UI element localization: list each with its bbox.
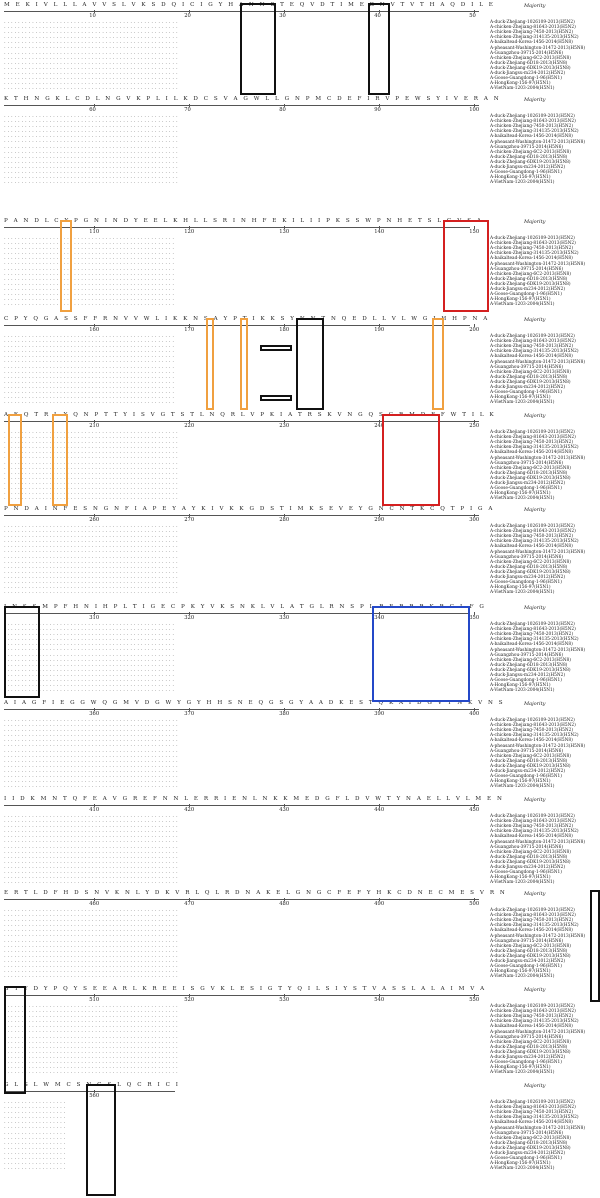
strain-label: A-duck-Zhejiang-6D18-2013(H5N8) — [490, 758, 568, 764]
strain-label: A-duck-Zhejiang-1026109-2013(H5N2) — [490, 1004, 575, 1009]
strain-label: A-HongKong-156-97(H5N1) — [490, 585, 551, 591]
strain-label: A-Goose-Guangdong-1-96(H5N1) — [490, 580, 562, 586]
highlight-box — [4, 986, 26, 1094]
position-number: 190 — [374, 327, 385, 333]
strain-label: A-duck-Jiangsu-m234-2012(H5N2) — [490, 865, 566, 870]
consensus-sequence: K T H N G K L C D L N G V K P L I L K D C S V A G W L L G N P M C D E F I R V P E W S Y I V E R A N — [4, 96, 501, 102]
strain-label: A-duck-Zhejiang-1026109-2013(H5N2) — [490, 20, 575, 25]
strain-label: A-pheasant-Washington-31472-2013(H5N8) — [490, 261, 586, 267]
strain-label: A-VietNam-1203-2004(H5N1) — [490, 784, 555, 790]
alignment-block — [0, 604, 600, 696]
strain-label: A-duck-Jiangsu-m234-2012(H5N2) — [490, 71, 566, 76]
strain-label: A-pheasant-Washington-31472-2013(H5N8) — [490, 549, 586, 555]
strain-label: A-chicken-Zhejiang-314135-2013(H5N2) — [490, 733, 579, 739]
highlight-box — [590, 890, 600, 1002]
strain-label: A-duck-Zhejiang-6DK19-2013(H5N8) — [490, 569, 571, 575]
consensus-sequence: A I A G F I E G G W Q G M V D G W Y G Y H H S N E Q G S G Y A A D K E S T Q K A I D G V T N K V N S — [4, 700, 505, 706]
strain-label: A-VietNam-1203-2004(H5N1) — [490, 880, 555, 886]
strain-label: A-chicken-Zhejiang-81643-2013(H5N2) — [490, 723, 576, 729]
position-number: 380 — [279, 711, 290, 717]
position-number: 420 — [184, 807, 195, 813]
strain-label: A-baikaltead-Korea-1456-2014(H5N8) — [490, 134, 573, 140]
highlight-box — [443, 220, 489, 312]
highlight-box — [372, 606, 470, 702]
position-number: 280 — [279, 517, 290, 523]
strain-label: A-pheasant-Washington-31472-2013(H5N8) — [490, 1029, 586, 1035]
strain-label: A-duck-Zhejiang-1026109-2013(H5N2) — [490, 430, 575, 435]
alignment-block — [0, 700, 600, 792]
position-number: 520 — [184, 997, 195, 1003]
strain-label: A-chicken-Zhejiang-81643-2013(H5N2) — [490, 435, 576, 441]
strain-label: A-pheasant-Washington-31472-2013(H5N8) — [490, 45, 586, 51]
strain-label: A-chicken-Zhejiang-7450-2013(H5N2) — [490, 1014, 574, 1020]
strain-label: A-chicken-Zhejiang-81643-2013(H5N2) — [490, 25, 576, 31]
strain-label: A-Guangzhou-39715-2014(H5N6) — [490, 938, 564, 944]
position-number: 210 — [89, 423, 100, 429]
highlight-box — [432, 318, 444, 410]
consensus-sequence: C P Y Q G A S S F F R N V V W L I K K N S A Y P T I K K S Y N N T N Q E D L L V L W G I H H P N A — [4, 316, 490, 322]
position-number: 530 — [279, 997, 290, 1003]
strain-label: A-duck-Zhejiang-1026109-2013(H5N2) — [490, 908, 575, 913]
consensus-sequence: E R T L D F H D S N V K N L Y D K V R L Q L R D N A K E L G N G C F E F Y H K C D N E C M E S V R N — [4, 890, 507, 896]
strain-label: A-pheasant-Washington-31472-2013(H5N8) — [490, 647, 586, 653]
strain-label: A-duck-Zhejiang-6DK19-2013(H5N8) — [490, 475, 571, 481]
position-number: 100 — [469, 107, 480, 113]
highlight-box — [4, 606, 40, 698]
highlight-box — [52, 414, 68, 506]
position-number: 500 — [469, 901, 480, 907]
consensus-sequence: P A N D L C Y P G N I N D Y E E L K H L L S R I N H F E K I L I I P K S S W P N H E T S L G V S A — [4, 218, 483, 224]
position-number: 50 — [469, 13, 476, 19]
strain-label: A-Guangzhou-39715-2014(H5N6) — [490, 460, 564, 466]
strain-label: A-chicken-Zhejiang-314135-2013(H5N2) — [490, 349, 579, 355]
identity-dots: .................................................. .................................................. .................................................. .................................................. .................................................. .................................................. .................................................. .................................................. .................................................. .................................................. .................................................. .................................................. .................................................. .................................................. — [4, 907, 180, 980]
strain-label: A-chicken-Zhejiang-6C2-2013(H5N8) — [490, 369, 571, 375]
position-number: 240 — [374, 423, 385, 429]
position-ruler — [4, 995, 479, 996]
identity-dots: .................................................. .................................................. .................................................. .................................................. .................................................. .................................................. .................................................. .................................................. .................................................. .................................................. .................................................. .................................................. .................................................. .................................................. — [4, 813, 180, 886]
highlight-box — [60, 220, 72, 312]
identity-dots: ................................................. ................................................. ................................................. ................................................. ................................................. ................................................. ................................................. ................................................. ................................................. ................................................. ................................................. ................................................. ................................................. ................................................. — [4, 235, 176, 308]
strain-label: A-chicken-Zhejiang-81643-2013(H5N2) — [490, 241, 576, 247]
position-number: 20 — [184, 13, 191, 19]
position-number: 550 — [469, 997, 480, 1003]
strain-label: A-pheasant-Washington-31472-2013(H5N8) — [490, 839, 586, 845]
highlight-box — [296, 318, 324, 410]
strain-label: A-HongKong-156-97(H5N1) — [490, 969, 551, 975]
strain-label: A-chicken-Zhejiang-6C2-2013(H5N8) — [490, 753, 571, 759]
strain-label: A-Goose-Guangdong-1-96(H5N1) — [490, 870, 562, 876]
position-ruler — [4, 709, 479, 710]
position-number: 460 — [89, 901, 100, 907]
position-number: 90 — [374, 107, 381, 113]
strain-label: A-Goose-Guangdong-1-96(H5N1) — [490, 292, 562, 298]
position-number: 490 — [374, 901, 385, 907]
strain-label: A-pheasant-Washington-31472-2013(H5N8) — [490, 455, 586, 461]
strain-label: A-HongKong-156-97(H5N1) — [490, 81, 551, 87]
strain-label: A-chicken-Zhejiang-314135-2013(H5N2) — [490, 445, 579, 451]
strain-label: A-chicken-Zhejiang-6C2-2013(H5N8) — [490, 465, 571, 471]
strain-label: A-duck-Jiangsu-m234-2012(H5N2) — [490, 1055, 566, 1060]
position-ruler — [4, 805, 479, 806]
strain-label: A-duck-Zhejiang-6D18-2013(H5N8) — [490, 60, 568, 66]
strain-label: A-chicken-Zhejiang-7450-2013(H5N2) — [490, 124, 574, 130]
strain-label: A-duck-Zhejiang-6D18-2013(H5N8) — [490, 470, 568, 476]
strain-label: A-VietNam-1203-2004(H5N1) — [490, 1070, 555, 1076]
identity-dots: .................. .................. .................. .................. .................. .................. .................. .................. .................. .................. .................. .................. .................. .................. — [4, 1099, 68, 1172]
position-number: 150 — [469, 229, 480, 235]
strain-label: A-duck-Zhejiang-6DK19-2013(H5N8) — [490, 1049, 571, 1055]
strain-label: A-Guangzhou-39715-2014(H5N6) — [490, 652, 564, 658]
position-number: 230 — [279, 423, 290, 429]
strain-label: A-chicken-Zhejiang-7450-2013(H5N2) — [490, 824, 574, 830]
strain-label: A-HongKong-156-97(H5N1) — [490, 1065, 551, 1071]
position-ruler — [4, 325, 470, 326]
consensus-sequence: M E K I V L L L A V V S L V K S D Q I C I G Y H A N N S T E Q V D T I M E K N V T V T H A Q D I L E — [4, 2, 495, 8]
strain-label: A-duck-Zhejiang-6D18-2013(H5N8) — [490, 276, 568, 282]
consensus-sequence: A E Q T R L Y Q N P T T Y I S V G T S T L N Q R L V P K I A T R S K V N G Q S G R M D F F W T I L K — [4, 412, 496, 418]
strain-label: A-Goose-Guangdong-1-96(H5N1) — [490, 76, 562, 82]
strain-label: A-chicken-Zhejiang-314135-2013(H5N2) — [490, 251, 579, 257]
strain-label: A-HongKong-156-97(H5N1) — [490, 779, 551, 785]
strain-label: A-chicken-Zhejiang-6C2-2013(H5N8) — [490, 943, 571, 949]
strain-label: A-baikaltead-Korea-1456-2014(H5N8) — [490, 544, 573, 550]
position-number: 140 — [374, 229, 385, 235]
position-ruler — [4, 227, 470, 228]
alignment-block — [0, 96, 600, 188]
position-number: 340 — [374, 615, 385, 621]
position-number: 110 — [89, 229, 100, 235]
highlight-box — [260, 395, 292, 401]
strain-label: A-HongKong-156-97(H5N1) — [490, 1161, 551, 1167]
position-number: 430 — [279, 807, 290, 813]
strain-label: A-chicken-Zhejiang-6C2-2013(H5N8) — [490, 55, 571, 61]
strain-label: A-duck-Zhejiang-6DK19-2013(H5N8) — [490, 667, 571, 673]
strain-label: A-VietNam-1203-2004(H5N1) — [490, 688, 555, 694]
strain-label: A-Goose-Guangdong-1-96(H5N1) — [490, 678, 562, 684]
strain-label: A-chicken-Zhejiang-314135-2013(H5N2) — [490, 1115, 579, 1121]
consensus-sequence: G L S L W M C S N G S L Q C R I C I — [4, 1082, 180, 1088]
strain-label: A-duck-Zhejiang-1026109-2013(H5N2) — [490, 236, 575, 241]
strain-label: A-pheasant-Washington-31472-2013(H5N8) — [490, 359, 586, 365]
strain-label: A-VietNam-1203-2004(H5N1) — [490, 974, 555, 980]
identity-dots: .................................................. .................................................. .................................................. .................................................. .................................................. .................................................. .................................................. .................................................. .................................................. .................................................. .................................................. .................................................. .................................................. .................................................. — [4, 113, 180, 186]
position-number: 180 — [279, 327, 290, 333]
consensus-sequence: G T Y D Y P Q Y S E E A R L K R E E I S G V K L E S I G T Y Q I L S I Y S T V A S S L A L A I M V A — [4, 986, 487, 992]
strain-label: A-duck-Jiangsu-m234-2012(H5N2) — [490, 575, 566, 580]
strain-label: A-chicken-Zhejiang-314135-2013(H5N2) — [490, 923, 579, 929]
majority-label: Majority — [524, 97, 546, 103]
position-number: 450 — [469, 807, 480, 813]
consensus-sequence: I I D K M N T Q F E A V G R E F N N L E R R I E N L N K K M E D G F L D V W T Y N A E L L V L M E N — [4, 796, 504, 802]
strain-label: A-duck-Zhejiang-6D18-2013(H5N8) — [490, 1044, 568, 1050]
position-number: 290 — [374, 517, 385, 523]
strain-label: A-chicken-Zhejiang-6C2-2013(H5N8) — [490, 849, 571, 855]
alignment-block — [0, 218, 600, 310]
strain-label: A-duck-Jiangsu-m234-2012(H5N2) — [490, 165, 566, 170]
strain-label: A-baikaltead-Korea-1456-2014(H5N8) — [490, 256, 573, 262]
position-number: 410 — [89, 807, 100, 813]
strain-label: A-pheasant-Washington-31472-2013(H5N8) — [490, 139, 586, 145]
strain-label: A-chicken-Zhejiang-81643-2013(H5N2) — [490, 819, 576, 825]
identity-dots: ................................................. ................................................. ................................................. ................................................. ................................................. ................................................. ................................................. ................................................. ................................................. ................................................. ................................................. ................................................. ................................................. ................................................. — [4, 621, 176, 694]
strain-label: A-Guangzhou-39715-2014(H5N6) — [490, 1130, 564, 1136]
consensus-sequence: I N S S M P F H N I H P L T I G E C P K Y V K S N K L V L A T G L R N S P L R E R R R K R G L F G — [4, 604, 486, 610]
strain-label: A-chicken-Zhejiang-7450-2013(H5N2) — [490, 1110, 574, 1116]
strain-label: A-chicken-Zhejiang-81643-2013(H5N2) — [490, 339, 576, 345]
highlight-box — [8, 414, 22, 506]
majority-label: Majority — [524, 413, 546, 419]
identity-dots: .................................................. .................................................. .................................................. .................................................. .................................................. .................................................. .................................................. .................................................. .................................................. .................................................. .................................................. .................................................. .................................................. .................................................. — [4, 429, 180, 502]
strain-label: A-HongKong-156-97(H5N1) — [490, 491, 551, 497]
highlight-box — [382, 414, 440, 506]
position-number: 160 — [89, 327, 100, 333]
strain-label: A-baikaltead-Korea-1456-2014(H5N8) — [490, 738, 573, 744]
majority-label: Majority — [524, 1083, 546, 1089]
strain-label: A-VietNam-1203-2004(H5N1) — [490, 590, 555, 596]
strain-label: A-duck-Zhejiang-6DK19-2013(H5N8) — [490, 379, 571, 385]
strain-label: A-duck-Zhejiang-1026109-2013(H5N2) — [490, 334, 575, 339]
position-ruler — [4, 899, 479, 900]
strain-label: A-chicken-Zhejiang-7450-2013(H5N2) — [490, 728, 574, 734]
highlight-box — [240, 3, 276, 95]
highlight-box — [260, 345, 292, 351]
alignment-block — [0, 506, 600, 598]
strain-label: A-HongKong-156-97(H5N1) — [490, 175, 551, 181]
strain-label: A-duck-Zhejiang-6D18-2013(H5N8) — [490, 564, 568, 570]
majority-label: Majority — [524, 891, 546, 897]
strain-label: A-Guangzhou-39715-2014(H5N6) — [490, 1034, 564, 1040]
strain-label: A-chicken-Zhejiang-6C2-2013(H5N8) — [490, 1135, 571, 1141]
majority-label: Majority — [524, 701, 546, 707]
strain-label: A-HongKong-156-97(H5N1) — [490, 297, 551, 303]
strain-label: A-duck-Zhejiang-6D18-2013(H5N8) — [490, 154, 568, 160]
position-number: 60 — [89, 107, 96, 113]
strain-label: A-Guangzhou-39715-2014(H5N6) — [490, 554, 564, 560]
identity-dots: .................................................. .................................................. .................................................. .................................................. .................................................. .................................................. .................................................. .................................................. .................................................. .................................................. .................................................. .................................................. .................................................. .................................................. — [4, 1003, 180, 1076]
strain-label: A-VietNam-1203-2004(H5N1) — [490, 180, 555, 186]
strain-label: A-chicken-Zhejiang-7450-2013(H5N2) — [490, 918, 574, 924]
identity-dots: .................................................. .................................................. .................................................. .................................................. .................................................. .................................................. .................................................. .................................................. .................................................. .................................................. .................................................. .................................................. .................................................. .................................................. — [4, 717, 180, 790]
strain-label: A-baikaltead-Korea-1456-2014(H5N8) — [490, 450, 573, 456]
strain-label: A-duck-Zhejiang-6D18-2013(H5N8) — [490, 374, 568, 380]
strain-label: A-baikaltead-Korea-1456-2014(H5N8) — [490, 834, 573, 840]
strain-label: A-duck-Zhejiang-1026109-2013(H5N2) — [490, 622, 575, 627]
position-number: 480 — [279, 901, 290, 907]
position-number: 320 — [184, 615, 195, 621]
position-number: 560 — [89, 1093, 100, 1099]
position-number: 250 — [469, 423, 480, 429]
identity-dots: .................................................. .................................................. .................................................. .................................................. .................................................. .................................................. .................................................. .................................................. .................................................. .................................................. .................................................. .................................................. .................................................. .................................................. — [4, 523, 180, 596]
strain-label: A-duck-Zhejiang-6DK19-2013(H5N8) — [490, 1145, 571, 1151]
position-number: 270 — [184, 517, 195, 523]
strain-label: A-chicken-Zhejiang-314135-2013(H5N2) — [490, 35, 579, 41]
majority-label: Majority — [524, 507, 546, 513]
strain-label: A-duck-Zhejiang-6DK19-2013(H5N8) — [490, 159, 571, 165]
strain-label: A-chicken-Zhejiang-81643-2013(H5N2) — [490, 913, 576, 919]
strain-label: A-chicken-Zhejiang-81643-2013(H5N2) — [490, 119, 576, 125]
strain-label: A-duck-Zhejiang-1026109-2013(H5N2) — [490, 1100, 575, 1105]
strain-label: A-Goose-Guangdong-1-96(H5N1) — [490, 774, 562, 780]
strain-label: A-Goose-Guangdong-1-96(H5N1) — [490, 390, 562, 396]
strain-label: A-duck-Zhejiang-6D18-2013(H5N8) — [490, 948, 568, 954]
position-number: 200 — [469, 327, 480, 333]
position-number: 390 — [374, 711, 385, 717]
position-number: 170 — [184, 327, 195, 333]
strain-label: A-duck-Jiangsu-m234-2012(H5N2) — [490, 385, 566, 390]
strain-label: A-duck-Jiangsu-m234-2012(H5N2) — [490, 1151, 566, 1156]
strain-label: A-HongKong-156-97(H5N1) — [490, 395, 551, 401]
identity-dots: ................................................. ................................................. ................................................. ................................................. ................................................. ................................................. ................................................. ................................................. ................................................. ................................................. ................................................. ................................................. ................................................. ................................................. — [4, 333, 176, 406]
strain-label: A-chicken-Zhejiang-314135-2013(H5N2) — [490, 129, 579, 135]
strain-label: A-duck-Zhejiang-6DK19-2013(H5N8) — [490, 65, 571, 71]
majority-label: Majority — [524, 605, 546, 611]
strain-label: A-baikaltead-Korea-1456-2014(H5N8) — [490, 1120, 573, 1126]
position-number: 370 — [184, 711, 195, 717]
strain-label: A-chicken-Zhejiang-314135-2013(H5N2) — [490, 637, 579, 643]
strain-label: A-chicken-Zhejiang-7450-2013(H5N2) — [490, 30, 574, 36]
position-number: 510 — [89, 997, 100, 1003]
position-ruler — [4, 105, 479, 106]
strain-label: A-duck-Jiangsu-m234-2012(H5N2) — [490, 673, 566, 678]
strain-label: A-Goose-Guangdong-1-96(H5N1) — [490, 486, 562, 492]
strain-label: A-HongKong-156-97(H5N1) — [490, 875, 551, 881]
majority-label: Majority — [524, 219, 546, 225]
strain-label: A-HongKong-156-97(H5N1) — [490, 683, 551, 689]
position-number: 70 — [184, 107, 191, 113]
strain-label: A-Goose-Guangdong-1-96(H5N1) — [490, 964, 562, 970]
strain-label: A-baikaltead-Korea-1456-2014(H5N8) — [490, 40, 573, 46]
position-number: 440 — [374, 807, 385, 813]
position-number: 30 — [279, 13, 286, 19]
strain-label: A-Guangzhou-39715-2014(H5N6) — [490, 748, 564, 754]
strain-label: A-VietNam-1203-2004(H5N1) — [490, 302, 555, 308]
majority-label: Majority — [524, 3, 546, 9]
strain-label: A-pheasant-Washington-31472-2013(H5N8) — [490, 743, 586, 749]
highlight-box — [86, 1084, 116, 1196]
position-number: 360 — [89, 711, 100, 717]
strain-label: A-Guangzhou-39715-2014(H5N6) — [490, 144, 564, 150]
strain-label: A-duck-Zhejiang-6D18-2013(H5N8) — [490, 662, 568, 668]
strain-label: A-duck-Zhejiang-1026109-2013(H5N2) — [490, 718, 575, 723]
strain-label: A-Guangzhou-39715-2014(H5N6) — [490, 844, 564, 850]
position-number: 220 — [184, 423, 195, 429]
strain-label: A-chicken-Zhejiang-6C2-2013(H5N8) — [490, 149, 571, 155]
strain-label: A-duck-Zhejiang-1026109-2013(H5N2) — [490, 114, 575, 119]
strain-label: A-Guangzhou-39715-2014(H5N6) — [490, 364, 564, 370]
strain-label: A-chicken-Zhejiang-7450-2013(H5N2) — [490, 632, 574, 638]
strain-label: A-duck-Zhejiang-1026109-2013(H5N2) — [490, 524, 575, 529]
identity-dots: .................................................. .................................................. .................................................. .................................................. .................................................. .................................................. .................................................. .................................................. .................................................. .................................................. .................................................. .................................................. .................................................. .................................................. — [4, 19, 180, 92]
highlight-box — [206, 318, 214, 410]
strain-label: A-VietNam-1203-2004(H5N1) — [490, 496, 555, 502]
strain-label: A-chicken-Zhejiang-314135-2013(H5N2) — [490, 539, 579, 545]
strain-label: A-chicken-Zhejiang-6C2-2013(H5N8) — [490, 1039, 571, 1045]
strain-label: A-baikaltead-Korea-1456-2014(H5N8) — [490, 928, 573, 934]
position-number: 400 — [469, 711, 480, 717]
strain-label: A-chicken-Zhejiang-6C2-2013(H5N8) — [490, 559, 571, 565]
strain-label: A-VietNam-1203-2004(H5N1) — [490, 86, 555, 92]
position-number: 330 — [279, 615, 290, 621]
strain-label: A-chicken-Zhejiang-314135-2013(H5N2) — [490, 829, 579, 835]
strain-label: A-chicken-Zhejiang-7450-2013(H5N2) — [490, 246, 574, 252]
strain-label: A-chicken-Zhejiang-81643-2013(H5N2) — [490, 529, 576, 535]
strain-label: A-chicken-Zhejiang-7450-2013(H5N2) — [490, 534, 574, 540]
strain-label: A-chicken-Zhejiang-6C2-2013(H5N8) — [490, 271, 571, 277]
position-ruler — [4, 515, 479, 516]
strain-label: A-Goose-Guangdong-1-96(H5N1) — [490, 1060, 562, 1066]
position-number: 120 — [184, 229, 195, 235]
strain-label: A-duck-Zhejiang-6D18-2013(H5N8) — [490, 1140, 568, 1146]
strain-label: A-Goose-Guangdong-1-96(H5N1) — [490, 170, 562, 176]
strain-label: A-pheasant-Washington-31472-2013(H5N8) — [490, 933, 586, 939]
strain-label: A-duck-Jiangsu-m234-2012(H5N2) — [490, 769, 566, 774]
highlight-box — [368, 3, 390, 95]
majority-label: Majority — [524, 797, 546, 803]
majority-label: Majority — [524, 987, 546, 993]
alignment-block — [0, 890, 600, 982]
strain-label: A-chicken-Zhejiang-81643-2013(H5N2) — [490, 1105, 576, 1111]
strain-label: A-duck-Jiangsu-m234-2012(H5N2) — [490, 481, 566, 486]
position-number: 130 — [279, 229, 290, 235]
strain-label: A-chicken-Zhejiang-314135-2013(H5N2) — [490, 1019, 579, 1025]
position-number: 80 — [279, 107, 286, 113]
strain-label: A-Guangzhou-39715-2014(H5N6) — [490, 266, 564, 272]
strain-label: A-duck-Zhejiang-6DK19-2013(H5N8) — [490, 281, 571, 287]
strain-label: A-baikaltead-Korea-1456-2014(H5N8) — [490, 354, 573, 360]
strain-label: A-Goose-Guangdong-1-96(H5N1) — [490, 1156, 562, 1162]
strain-label: A-baikaltead-Korea-1456-2014(H5N8) — [490, 642, 573, 648]
majority-label: Majority — [524, 317, 546, 323]
consensus-sequence: P N D A I N F E S N G N F I A P E Y A Y K I V K K G D S T I M K S E V E Y G N C N T K C Q T P I G A — [4, 506, 495, 512]
position-number: 350 — [469, 615, 480, 621]
strain-label: A-chicken-Zhejiang-81643-2013(H5N2) — [490, 1009, 576, 1015]
position-number: 310 — [89, 615, 100, 621]
strain-label: A-Guangzhou-39715-2014(H5N6) — [490, 50, 564, 56]
strain-label: A-chicken-Zhejiang-6C2-2013(H5N8) — [490, 657, 571, 663]
alignment-block — [0, 2, 600, 94]
strain-label: A-duck-Zhejiang-1026109-2013(H5N2) — [490, 814, 575, 819]
strain-label: A-duck-Zhejiang-6D18-2013(H5N8) — [490, 854, 568, 860]
strain-label: A-chicken-Zhejiang-81643-2013(H5N2) — [490, 627, 576, 633]
strain-label: A-baikaltead-Korea-1456-2014(H5N8) — [490, 1024, 573, 1030]
alignment-block — [0, 412, 600, 504]
strain-label: A-VietNam-1203-2004(H5N1) — [490, 400, 555, 406]
position-number: 40 — [374, 13, 381, 19]
position-number: 10 — [89, 13, 96, 19]
highlight-box — [240, 318, 248, 410]
strain-label: A-duck-Jiangsu-m234-2012(H5N2) — [490, 959, 566, 964]
strain-label: A-duck-Jiangsu-m234-2012(H5N2) — [490, 287, 566, 292]
strain-label: A-chicken-Zhejiang-7450-2013(H5N2) — [490, 440, 574, 446]
strain-label: A-duck-Zhejiang-6DK19-2013(H5N8) — [490, 953, 571, 959]
alignment-block — [0, 796, 600, 888]
alignment-block — [0, 986, 600, 1078]
position-number: 300 — [469, 517, 480, 523]
position-number: 470 — [184, 901, 195, 907]
strain-label: A-pheasant-Washington-31472-2013(H5N8) — [490, 1125, 586, 1131]
strain-label: A-duck-Zhejiang-6DK19-2013(H5N8) — [490, 763, 571, 769]
position-number: 540 — [374, 997, 385, 1003]
strain-label: A-VietNam-1203-2004(H5N1) — [490, 1166, 555, 1172]
position-number: 260 — [89, 517, 100, 523]
strain-label: A-chicken-Zhejiang-7450-2013(H5N2) — [490, 344, 574, 350]
strain-label: A-duck-Zhejiang-6DK19-2013(H5N8) — [490, 859, 571, 865]
